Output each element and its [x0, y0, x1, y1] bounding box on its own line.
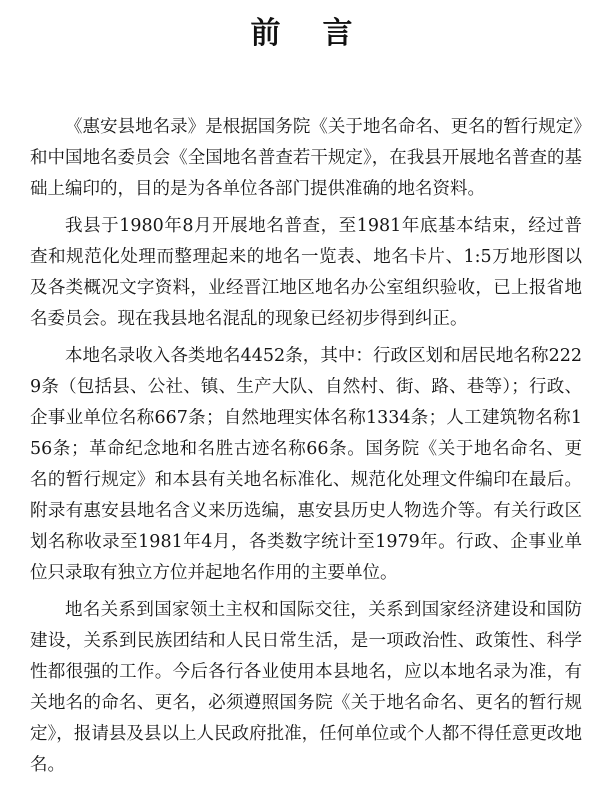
paragraph-survey-history: 我县于1980年8月开展地名普查，至1981年底基本结束，经过普查和规范化处理而整理起来的地名一览表、地名卡片、1:5万地形图以及各类概况文字资料，业经晋江地区地名办公室组织验收，已上报省地名委员会。现在我县地名混乱的现象已经初步得到纠正。 [30, 216, 582, 329]
paragraph-contents: 本地名录收入各类地名4452条，其中：行政区划和居民地名称2229条（包括县、公社、镇、生产大队、自然村、街、路、巷等）；行政、企事业单位名称667条；自然地理实体名称1334条；人工建筑物名称156条；革命纪念地和名胜古迹名称66条。国务院《关于地名命名、更名的暂行规定》和本县有关地名标准化、规范化处理文件编印在最后。附录有惠安县地名含义来历选编，惠安县历史人物选介等。有关行政区划名称收录至1981年4月，各类数字统计至1979年。行政、企事业单位只录取有独立方位并起地名作用的主要单位。 [30, 346, 582, 583]
preface-body [30, 112, 582, 787]
paragraph-purpose: 《惠安县地名录》是根据国务院《关于地名命名、更名的暂行规定》和中国地名委员会《全国地名普查若干规定》，在我县开展地名普查的基础上编印的，目的是为各单位各部门提供准确的地名资料。 [30, 117, 582, 199]
page-title: 前言 [250, 16, 395, 51]
paragraph-usage-rules: 地名关系到国家领土主权和国际交往，关系到国家经济建设和国防建设，关系到民族团结和人民日常生活，是一项政治性、政策性、科学性都很强的工作。今后各行各业使用本县地名，应以本地名录为准，有关地名的命名、更名，必须遵照国务院《关于地名命名、更名的暂行规定》，报请县及县以上人民政府批准，任何单位或个人都不得任意更改地名。 [30, 600, 582, 775]
